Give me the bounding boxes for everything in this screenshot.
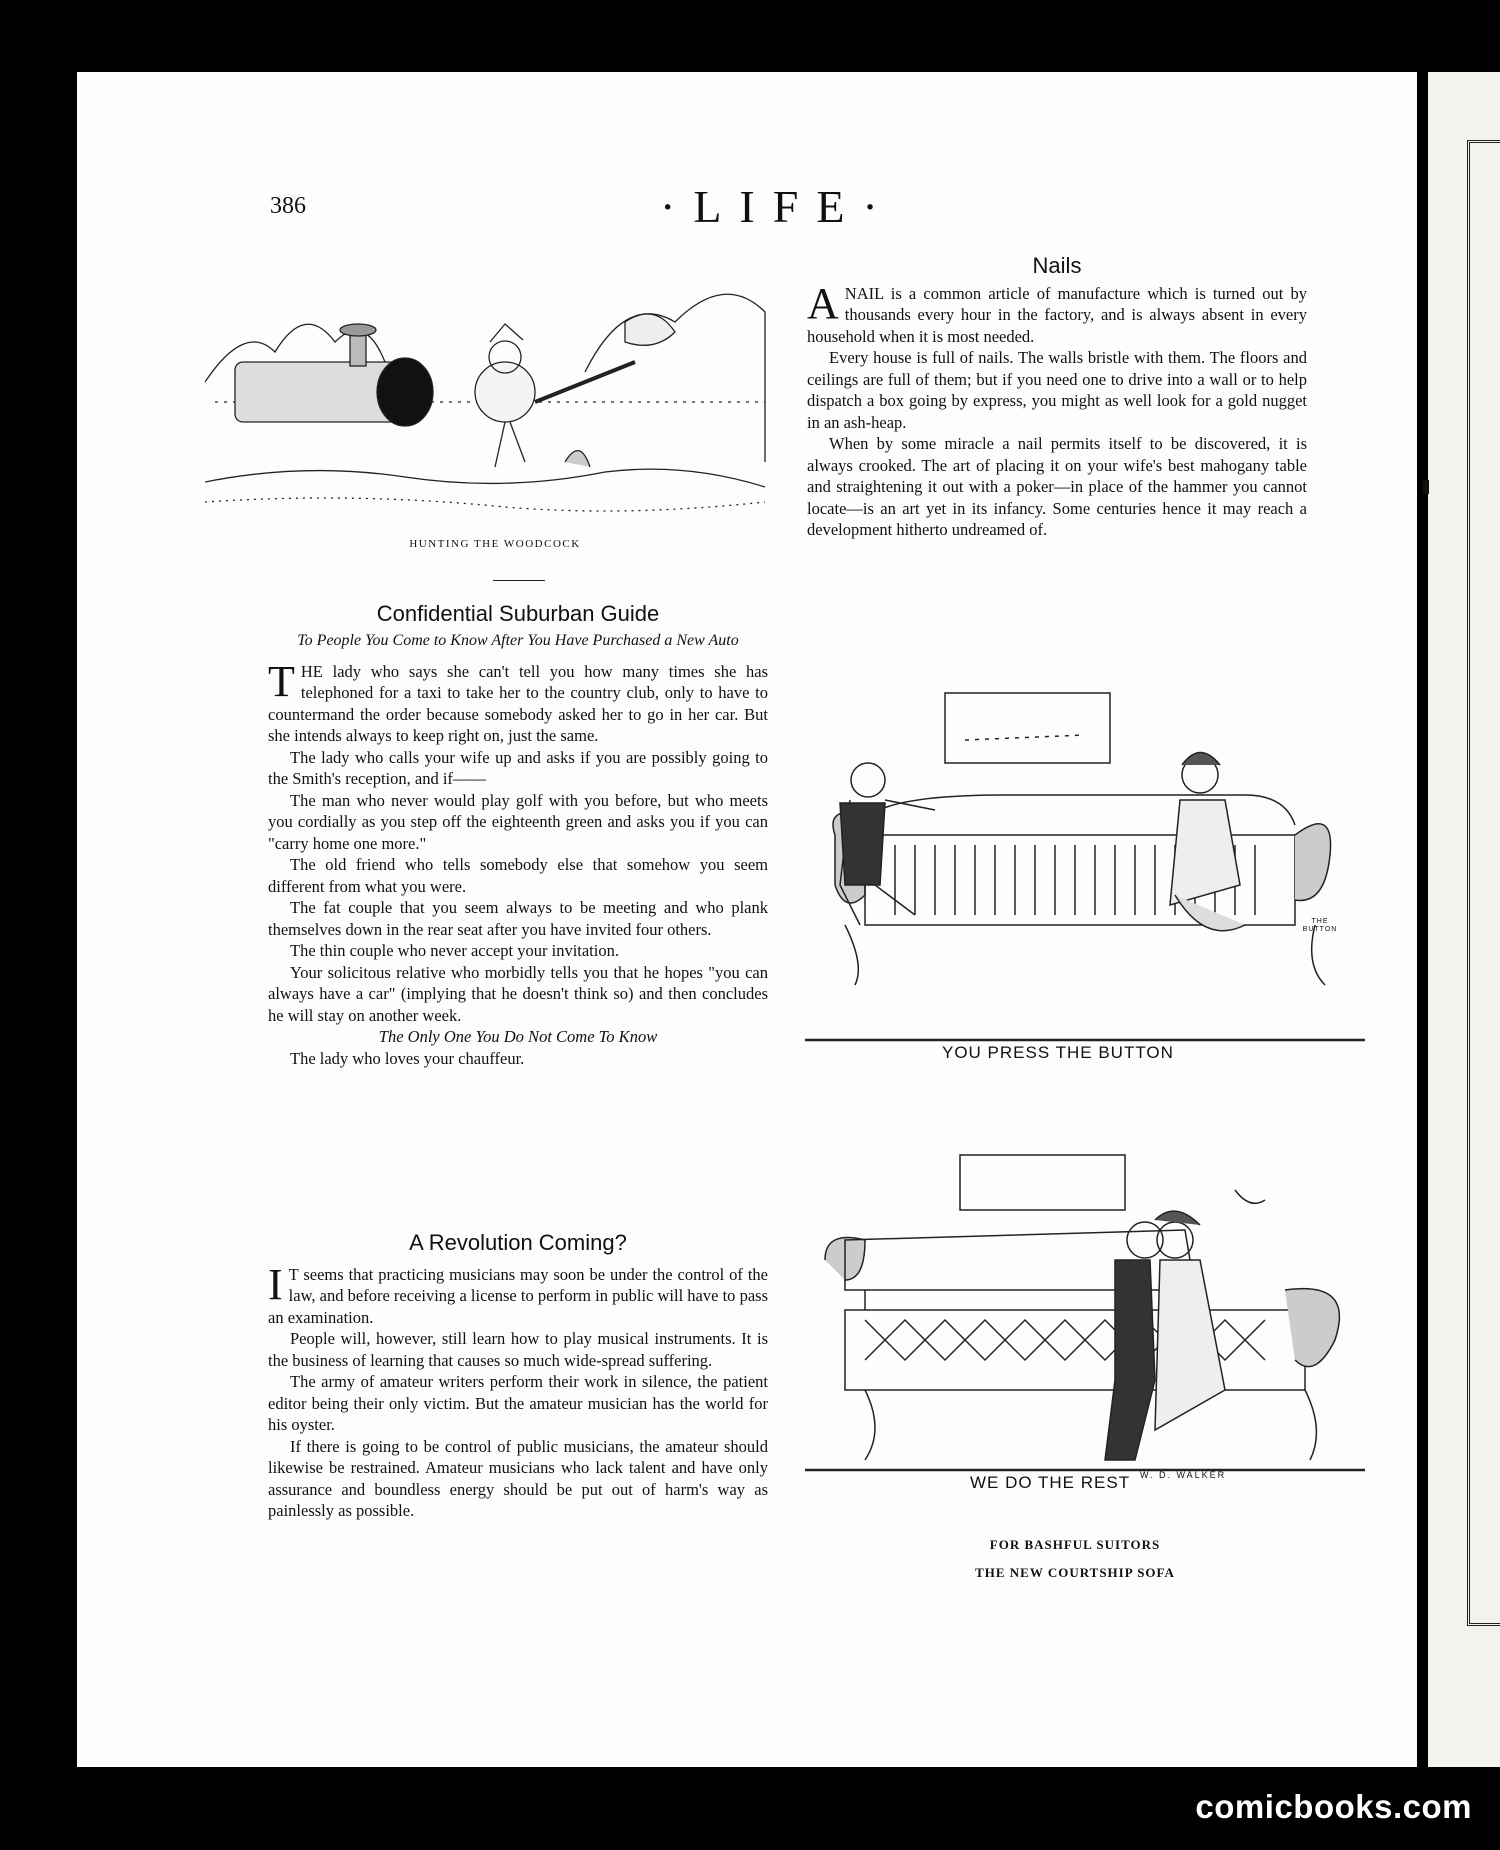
woodcock-illustration xyxy=(205,262,775,522)
panel-2-caption: WE DO THE REST xyxy=(970,1473,1131,1492)
paragraph: The lady who calls your wife up and asks if you are possibly going to the Smith's reception, and if—— xyxy=(268,747,768,788)
sofa-panel-1 xyxy=(805,685,1365,1045)
section-divider xyxy=(493,580,545,581)
paragraph: The thin couple who never accept your invitation. xyxy=(290,941,619,960)
paragraph: The army of amateur writers perform their work in silence, the patient editor being their only victim. But the amateur musician has the world for his oyster. xyxy=(268,1372,768,1434)
panel-1-button-label: THE BUTTON xyxy=(1302,918,1338,933)
paragraph: Every house is full of nails. The walls bristle with them. The floors and ceilings are full of them; but if you need one to drive into a wall or to help dispatch a box going by express, you might as well look for a gold nugget in an ash-heap. xyxy=(807,348,1307,432)
article-nails xyxy=(807,255,1307,541)
paragraph: When by some miracle a nail permits itself to be discovered, it is always crooked. The art of placing it on your wife's best mahogany table and straightening it out with a poker—in place of the hammer you cannot locate—is an art yet in its infancy. Some centuries hence it may reach a development hitherto undreamed of. xyxy=(807,434,1307,539)
paragraph: The fat couple that you seem always to be meeting and who plank themselves down in the rear seat after you have invited four others. xyxy=(268,898,768,939)
paragraph: If there is going to be control of public musicians, the amateur should likewise be restrained. Amateur musicians who lack talent and have only assurance and boundless energy should be put out of harm's way as painlessly as possible. xyxy=(268,1436,768,1520)
article-title: Confidential Suburban Guide xyxy=(376,601,660,626)
drop-cap: T xyxy=(268,656,295,706)
paragraph: I T seems that practicing musicians may soon be under the control of the law, and before receiving a license to perform in public will have to pass an examination. xyxy=(268,1259,768,1327)
article-confidential xyxy=(268,603,768,1069)
paragraph: People will, however, still learn how to play musical instruments. It is the business of learning that causes so much wide-spread suffering. xyxy=(268,1329,768,1370)
page-number: 386 xyxy=(270,193,306,219)
woodcock-caption: HUNTING THE WOODCOCK xyxy=(409,538,581,550)
paragraph: The man who never would play golf with you before, but who meets you cordially as you step off the eighteenth green and asks you if you can "carry home one more." xyxy=(268,790,768,853)
article-subtitle: To People You Come to Know After You Have Purchased a New Auto xyxy=(297,631,739,649)
cartoon-caption-line-2: THE NEW COURTSHIP SOFA xyxy=(975,1565,1175,1580)
drop-cap: A xyxy=(807,278,839,328)
magazine-title: ·LIFE· xyxy=(660,181,896,232)
cartoon-caption-line-1: FOR BASHFUL SUITORS xyxy=(989,1537,1161,1552)
paragraph: THE lady who says she can't tell you how many times she has telephoned for a taxi to take her to the country club, only to have to countermand the order because somebody asked her to go in her car. But she intends always to keep right on, just the same. xyxy=(268,656,768,745)
artist-signature: W. D. WALKER xyxy=(1140,1470,1227,1480)
sofa-panel-2 xyxy=(805,1140,1365,1500)
panel-1-caption: YOU PRESS THE BUTTON xyxy=(942,1043,1174,1062)
adjacent-page-border xyxy=(1467,140,1500,1626)
site-watermark: comicbooks.com xyxy=(1195,1788,1472,1825)
closing-line: The lady who loves your chauffeur. xyxy=(290,1048,525,1068)
article-title: A Revolution Coming? xyxy=(409,1230,627,1255)
article-title: Nails xyxy=(1032,253,1082,278)
paragraph: Your solicitous relative who morbidly tells you that he hopes "you can always have a car" (implying that he doesn't think so) and then concludes he will stay on another week. xyxy=(268,962,768,1025)
drop-cap: I xyxy=(268,1259,283,1309)
paragraph: The old friend who tells somebody else that somehow you seem different from what you were. xyxy=(268,855,768,896)
article-revolution xyxy=(268,1232,768,1522)
paragraph: ANAIL is a common article of manufacture which is turned out by thousands every hour in the factory, and is always absent in every household when it is most needed. xyxy=(807,278,1307,346)
binding-mark xyxy=(1423,480,1429,494)
closing-heading: The Only One You Do Not Come To Know xyxy=(378,1027,658,1046)
